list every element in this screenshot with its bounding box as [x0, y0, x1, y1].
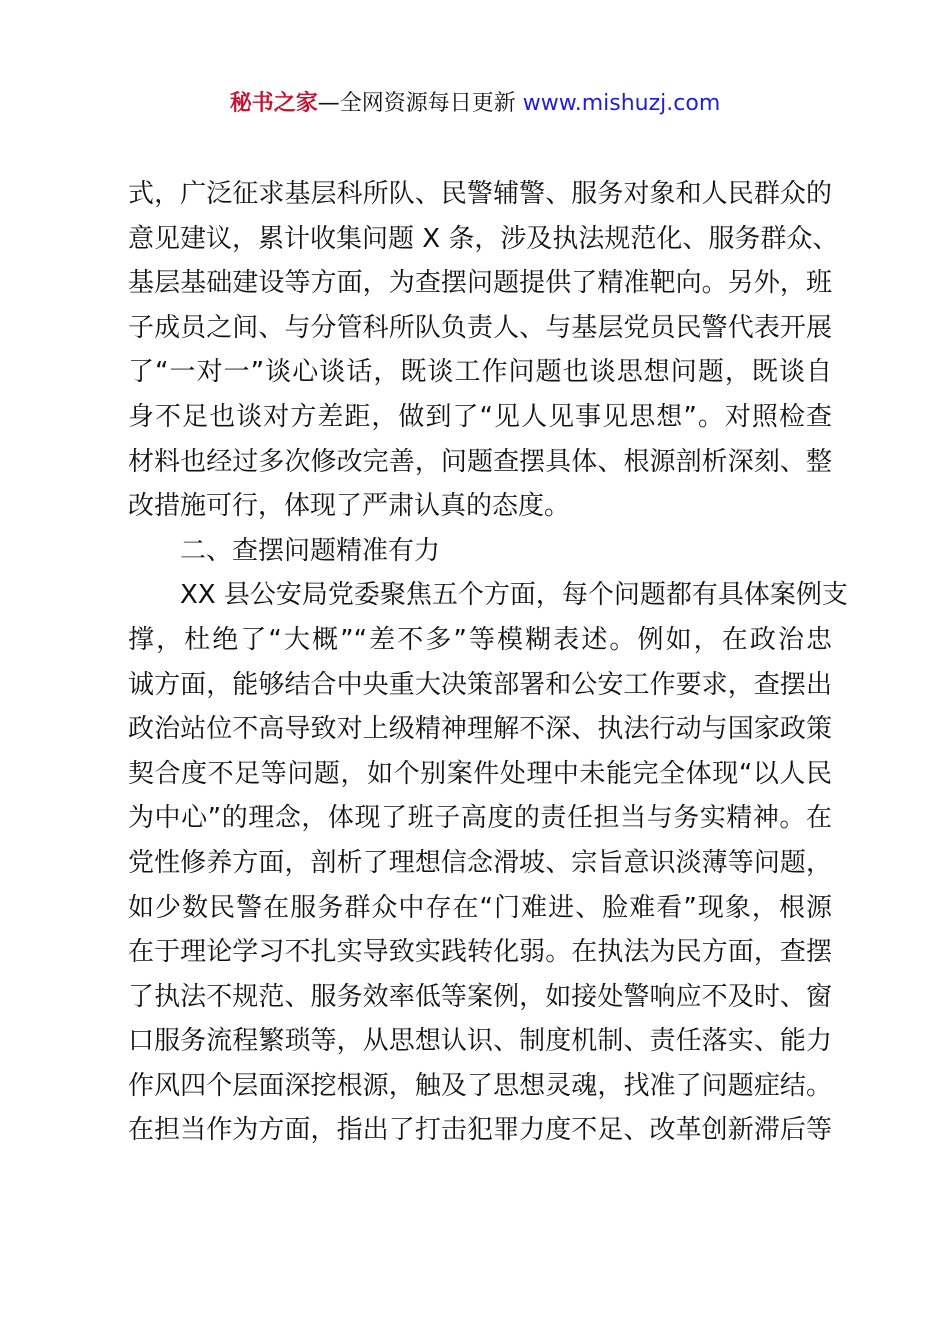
- text-line: 撑，杜绝了“大概”“差不多”等模糊表述。例如，在政治忠: [128, 624, 832, 655]
- text-line: 了“一对一”谈心谈话，既谈工作问题也谈思想问题，既谈自: [128, 357, 832, 388]
- text-line: XX 县公安局党委聚焦五个方面，每个问题都有具体案例支: [180, 580, 848, 611]
- text-line: 在于理论学习不扎实导致实践转化弱。在执法为民方面，查摆: [128, 937, 832, 968]
- text-line: 党性修养方面，剖析了理想信念滑坡、宗旨意识淡薄等问题，: [128, 847, 832, 878]
- text-line: 契合度不足等问题，如个别案件处理中未能完全体现“以人民: [128, 758, 832, 789]
- brand-name: 秘书之家: [229, 91, 318, 116]
- text-line: 在担当作为方面，指出了打击犯罪力度不足、改革创新滞后等: [128, 1115, 832, 1146]
- document-body: [128, 172, 848, 1153]
- header-tagline: —全网资源每日更新: [317, 91, 516, 116]
- text-line: 为中心”的理念，体现了班子高度的责任担当与务实精神。在: [128, 803, 832, 834]
- text-line: 政治站位不高导致对上级精神理解不深、执法行动与国家政策: [128, 714, 832, 745]
- text-line: 基层基础建设等方面，为查摆问题提供了精准靶向。另外，班: [128, 268, 832, 299]
- section-heading: 二、查摆问题精准有力: [180, 535, 441, 566]
- text-line: 了执法不规范、服务效率低等案例，如接处警响应不及时、窗: [128, 981, 832, 1012]
- text-line: 口服务流程繁琐等，从思想认识、制度机制、责任落实、能力: [128, 1026, 832, 1057]
- text-line: 如少数民警在服务群众中存在“门难进、脸难看”现象，根源: [128, 892, 832, 923]
- text-line: 作风四个层面深挖根源，触及了思想灵魂，找准了问题症结。: [128, 1070, 832, 1101]
- text-line: 诚方面，能够结合中央重大决策部署和公安工作要求，查摆出: [128, 669, 832, 700]
- text-line: 意见建议，累计收集问题 X 条，涉及执法规范化、服务群众、: [128, 223, 839, 254]
- site-url-link[interactable]: www.mishuzj.com: [522, 91, 721, 116]
- text-line: 改措施可行，体现了严肃认真的态度。: [128, 491, 571, 522]
- text-line: 材料也经过多次修改完善，问题查摆具体、根源剖析深刻、整: [128, 446, 832, 477]
- text-line: 身不足也谈对方差距，做到了“见人见事见思想”。对照检查: [128, 401, 832, 432]
- text-line: 子成员之间、与分管科所队负责人、与基层党员民警代表开展: [128, 312, 832, 343]
- text-line: 式，广泛征求基层科所队、民警辅警、服务对象和人民群众的: [128, 179, 832, 209]
- site-header: [0, 88, 950, 120]
